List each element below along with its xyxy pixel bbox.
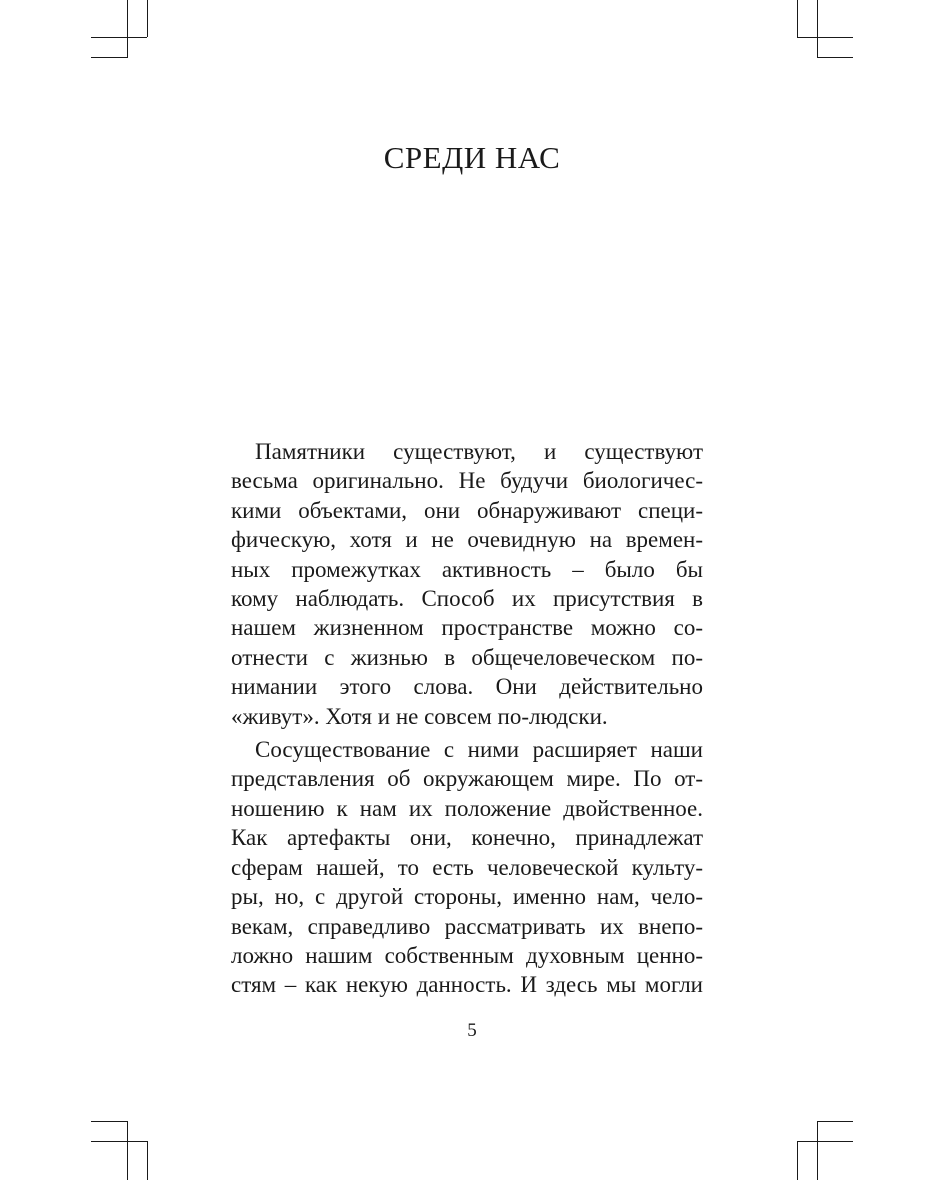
- paragraph-line: кому наблюдать. Способ их присутствия в: [231, 586, 703, 612]
- crop-mark-bottom-right-vertical-inner: [817, 1121, 818, 1180]
- crop-mark-bottom-right-horizontal-upper: [817, 1121, 853, 1122]
- body-text: [231, 437, 703, 1000]
- crop-mark-bottom-left-horizontal: [91, 1141, 147, 1142]
- crop-mark-bottom-right-vertical-outer: [797, 1141, 798, 1180]
- paragraph-line: ношению к нам их положение двойственное.: [231, 795, 703, 821]
- crop-mark-top-left-vertical-inner: [127, 0, 128, 58]
- paragraph-line: представления об окружающем мире. По от-: [231, 766, 703, 792]
- page-number: 5: [467, 1020, 477, 1041]
- crop-mark-top-left-horizontal-lower: [91, 57, 128, 58]
- paragraph-line: Как артефакты они, конечно, принадлежат: [231, 825, 703, 851]
- paragraph-line: «живут». Хотя и не совсем по-людски.: [231, 703, 608, 729]
- crop-mark-top-right-vertical-inner: [817, 0, 818, 58]
- paragraph-line: нимании этого слова. Они действительно: [231, 674, 703, 700]
- paragraph-line: сферам нашей, то есть человеческой культу-: [231, 854, 703, 880]
- paragraph-line: нашем жизненном пространстве можно со-: [231, 615, 703, 641]
- paragraph-line: кими объектами, они обнаруживают специ-: [231, 497, 703, 523]
- crop-mark-top-right-horizontal-lower: [817, 57, 853, 58]
- paragraph-line: ры, но, с другой стороны, именно нам, чело-: [231, 884, 703, 910]
- paragraph-line: стям – как некую данность. И здесь мы могли: [231, 972, 703, 998]
- chapter-title: СРЕДИ НАС: [383, 140, 561, 175]
- crop-mark-top-right-vertical-outer: [797, 0, 798, 37]
- paragraph-line: векам, справедливо рассматривать их внепо-: [231, 913, 703, 939]
- crop-mark-bottom-right-horizontal: [797, 1141, 853, 1142]
- paragraph-line: весьма оригинально. Не будучи биологичес-: [231, 468, 703, 494]
- paragraph-line: отнести с жизнью в общечеловеческом по-: [231, 644, 703, 670]
- paragraph-line: ложно нашим собственным духовным ценно-: [231, 942, 703, 968]
- crop-mark-bottom-left-vertical-inner: [127, 1121, 128, 1180]
- paragraph-line: Сосуществование с ними расширяет наши: [255, 737, 703, 763]
- paragraph-2: [231, 735, 703, 1000]
- paragraph-line: ных промежутках активность – было бы: [231, 556, 703, 582]
- crop-mark-top-left-vertical-outer: [147, 0, 148, 37]
- paragraph-1: [231, 437, 703, 731]
- paragraph-line: фическую, хотя и не очевидную на времен-: [231, 527, 703, 553]
- paragraph-line: Памятники существуют, и существуют: [255, 439, 703, 464]
- crop-mark-top-left-horizontal: [91, 37, 147, 38]
- crop-mark-bottom-left-vertical-outer: [147, 1141, 148, 1180]
- crop-mark-top-right-horizontal: [797, 37, 853, 38]
- crop-mark-bottom-left-horizontal-upper: [91, 1121, 128, 1122]
